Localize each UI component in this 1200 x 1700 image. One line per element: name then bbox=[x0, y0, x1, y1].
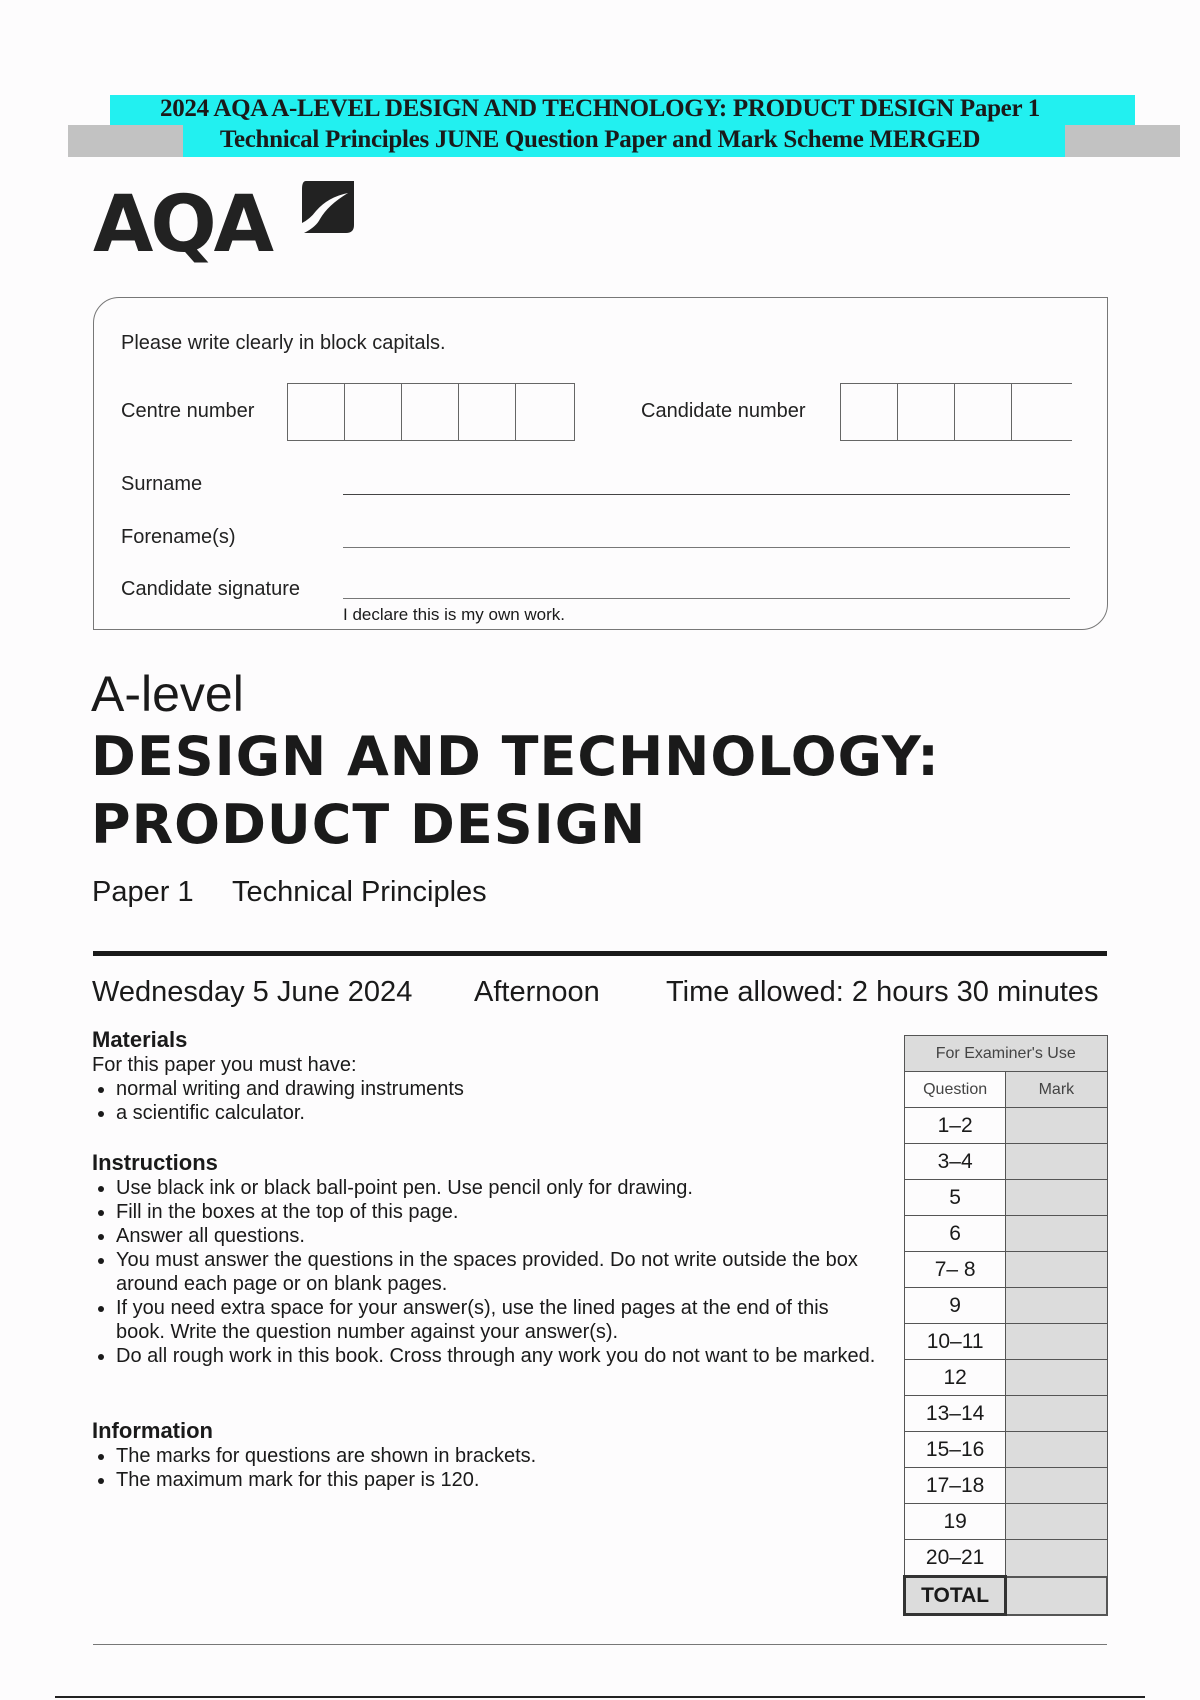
mark-cell[interactable] bbox=[1006, 1144, 1107, 1180]
list-item: • Use black ink or black ball-point pen. Use pencil only for drawing. bbox=[116, 1176, 882, 1200]
table-row bbox=[905, 1396, 1108, 1432]
digit-box[interactable] bbox=[515, 383, 575, 441]
digit-box[interactable] bbox=[287, 383, 345, 441]
candidate-number-label: Candidate number bbox=[641, 400, 806, 422]
question-cell: 9 bbox=[905, 1288, 1006, 1324]
digit-box[interactable] bbox=[344, 383, 402, 441]
list-item: • Answer all questions. bbox=[116, 1224, 882, 1248]
logo-text: AQA bbox=[93, 180, 272, 270]
exam-session: Afternoon bbox=[474, 976, 600, 1008]
aqa-logo-mark-icon bbox=[298, 179, 358, 237]
mark-cell[interactable] bbox=[1006, 1252, 1107, 1288]
digit-box[interactable] bbox=[840, 383, 898, 441]
question-cell: 5 bbox=[905, 1180, 1006, 1216]
instructions-heading: Instructions bbox=[92, 1150, 218, 1175]
information-heading: Information bbox=[92, 1418, 213, 1443]
list-item: • You must answer the questions in the spaces provided. Do not write outside the box around each page or on blank pages. bbox=[116, 1248, 882, 1296]
table-row bbox=[905, 1252, 1108, 1288]
forename-label: Forename(s) bbox=[121, 526, 236, 548]
footer-rule bbox=[93, 1644, 1107, 1645]
divider bbox=[93, 951, 1107, 956]
column-header-question: Question bbox=[905, 1072, 1006, 1108]
list-item: • Fill in the boxes at the top of this page. bbox=[116, 1200, 882, 1224]
mark-cell[interactable] bbox=[1006, 1288, 1107, 1324]
question-cell: 17–18 bbox=[905, 1468, 1006, 1504]
total-label: TOTAL bbox=[905, 1577, 1006, 1615]
exam-date: Wednesday 5 June 2024 bbox=[92, 976, 413, 1008]
banner-title-line2: Technical Principles JUNE Question Paper and Mark Scheme MERGED bbox=[219, 126, 981, 153]
materials-intro: For this paper you must have: bbox=[92, 1054, 357, 1076]
question-cell: 19 bbox=[905, 1504, 1006, 1540]
table-row bbox=[905, 1504, 1108, 1540]
form-instruction: Please write clearly in block capitals. bbox=[121, 332, 446, 354]
digit-box[interactable] bbox=[458, 383, 516, 441]
table-row bbox=[905, 1108, 1108, 1144]
information-section bbox=[92, 1418, 882, 1492]
question-cell: 20–21 bbox=[905, 1540, 1006, 1577]
mark-cell[interactable] bbox=[1006, 1180, 1107, 1216]
table-row bbox=[905, 1468, 1108, 1504]
question-cell: 6 bbox=[905, 1216, 1006, 1252]
question-cell: 3–4 bbox=[905, 1144, 1006, 1180]
signature-label: Candidate signature bbox=[121, 578, 301, 600]
mark-cell[interactable] bbox=[1006, 1540, 1107, 1577]
surname-label: Surname bbox=[121, 473, 203, 495]
examiner-use-table bbox=[903, 1035, 1108, 1616]
surname-field[interactable] bbox=[343, 494, 1070, 495]
question-cell: 10–11 bbox=[905, 1324, 1006, 1360]
materials-heading: Materials bbox=[92, 1027, 188, 1052]
mark-cell[interactable] bbox=[1006, 1216, 1107, 1252]
table-row bbox=[905, 1324, 1108, 1360]
question-cell: 7– 8 bbox=[905, 1252, 1006, 1288]
table-row bbox=[905, 1180, 1108, 1216]
mark-cell[interactable] bbox=[1006, 1468, 1107, 1504]
digit-box[interactable] bbox=[954, 383, 1012, 441]
list-item: • The marks for questions are shown in brackets. bbox=[116, 1444, 882, 1468]
table-row bbox=[905, 1288, 1108, 1324]
mark-cell[interactable] bbox=[1006, 1360, 1107, 1396]
mark-cell[interactable] bbox=[1006, 1108, 1107, 1144]
question-cell: 1–2 bbox=[905, 1108, 1006, 1144]
mark-cell[interactable] bbox=[1006, 1432, 1107, 1468]
subject-title-line2: PRODUCT DESIGN bbox=[91, 793, 647, 856]
list-item: • Do all rough work in this book. Cross through any work you do not want to be marked. bbox=[116, 1344, 882, 1368]
aqa-logo bbox=[93, 180, 272, 270]
list-item: • normal writing and drawing instruments bbox=[116, 1077, 892, 1101]
digit-box[interactable] bbox=[1011, 383, 1072, 441]
table-title: For Examiner's Use bbox=[905, 1036, 1108, 1072]
table-row bbox=[905, 1144, 1108, 1180]
signature-field[interactable] bbox=[343, 598, 1070, 599]
page-edge bbox=[55, 1696, 1145, 1698]
paper-number: Paper 1 bbox=[92, 876, 194, 908]
table-row bbox=[905, 1360, 1108, 1396]
list-item: • If you need extra space for your answer(s), use the lined pages at the end of this book. Write the question number against your answer(s). bbox=[116, 1296, 882, 1344]
mark-cell[interactable] bbox=[1006, 1324, 1107, 1360]
mark-cell[interactable] bbox=[1006, 1504, 1107, 1540]
instructions-section bbox=[92, 1150, 882, 1368]
table-row bbox=[905, 1540, 1108, 1577]
time-allowed: Time allowed: 2 hours 30 minutes bbox=[666, 976, 1099, 1008]
table-row bbox=[905, 1432, 1108, 1468]
materials-section bbox=[92, 1027, 892, 1125]
question-cell: 15–16 bbox=[905, 1432, 1006, 1468]
forename-field[interactable] bbox=[343, 547, 1070, 548]
centre-number-label: Centre number bbox=[121, 400, 255, 422]
qualification-level: A-level bbox=[91, 666, 244, 722]
declaration-text: I declare this is my own work. bbox=[343, 605, 566, 624]
digit-box[interactable] bbox=[401, 383, 459, 441]
total-mark-cell[interactable] bbox=[1006, 1577, 1107, 1615]
paper-title: Technical Principles bbox=[232, 876, 487, 908]
column-header-mark: Mark bbox=[1006, 1072, 1107, 1108]
list-item: • a scientific calculator. bbox=[116, 1101, 892, 1125]
subject-title-line1: DESIGN AND TECHNOLOGY: bbox=[91, 725, 940, 788]
digit-box[interactable] bbox=[897, 383, 955, 441]
banner-title-line1: 2024 AQA A-LEVEL DESIGN AND TECHNOLOGY: PRODUCT DESIGN Paper 1 bbox=[160, 95, 1040, 122]
question-cell: 13–14 bbox=[905, 1396, 1006, 1432]
list-item: • The maximum mark for this paper is 120. bbox=[116, 1468, 882, 1492]
question-cell: 12 bbox=[905, 1360, 1006, 1396]
mark-cell[interactable] bbox=[1006, 1396, 1107, 1432]
table-row bbox=[905, 1216, 1108, 1252]
